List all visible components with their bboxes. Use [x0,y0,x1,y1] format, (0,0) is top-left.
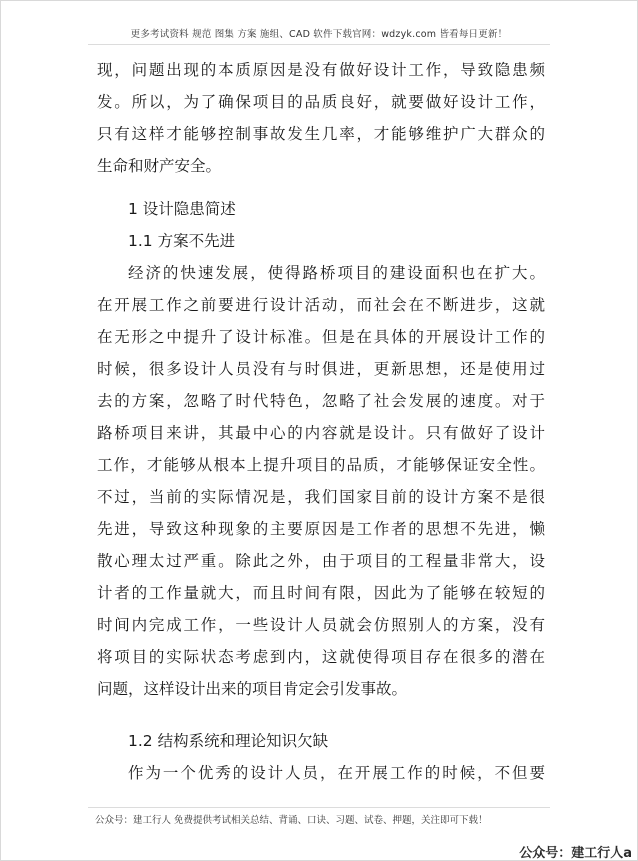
header-divider [88,44,550,45]
section-heading-1: 1 设计隐患简述 [128,200,236,218]
text-line: 路桥项目来讲，其最中心的内容就是设计。只有做好了设计 [97,424,545,442]
text-line: 去的方案，忽略了时代特色，忽略了社会发展的速度。对于 [97,392,545,410]
text-line: 在无形之中提升了设计标准。但是在具体的开展设计工作的 [97,328,545,346]
text-line: 工作，才能够从根本上提升项目的品质，才能够保证安全性。 [97,456,545,474]
text-line: 在开展工作之前要进行设计活动，而社会在不断进步，这就 [97,296,545,314]
footer-note: 公众号：建工行人 免费提供考试相关总结、背诵、口诀、习题、试卷、押题，关注即可下载！ [95,815,488,826]
text-line: 现，问题出现的本质原因是没有做好设计工作，导致隐患频 [97,61,545,79]
text-line: 时间内完成工作，一些设计人员就会仿照别人的方案，没有 [97,616,545,634]
text-line: 作为一个优秀的设计人员，在开展工作的时候，不但要 [128,764,545,782]
account-watermark: 公众号：建工行人a [519,846,632,861]
text-line: 散心理太过严重。除此之外，由于项目的工程量非常大，设 [97,552,545,570]
text-line: 问题，这样设计出来的项目肯定会引发事故。 [97,680,408,698]
header-banner: 更多考试资料 规范 图集 方案 施组、CAD 软件下载官网：wdzyk.com 皆看每日更新！ [130,29,508,40]
text-line: 先进，导致这种现象的主要原因是工作者的思想不先进，懒 [97,520,545,538]
section-heading-1-2: 1.2 结构系统和理论知识欠缺 [128,732,329,750]
text-line: 时候，很多设计人员没有与时俱进，更新思想，还是使用过 [97,360,545,378]
text-line: 只有这样才能够控制事故发生几率，才能够维护广大群众的 [97,125,545,143]
text-line: 不过，当前的实际情况是，我们国家目前的设计方案不是很 [97,488,545,506]
footer-divider [88,807,550,808]
text-line: 将项目的实际状态考虑到内，这就使得项目存在很多的潜在 [97,648,545,666]
section-heading-1-1: 1.1 方案不先进 [128,232,236,250]
text-line: 发。所以，为了确保项目的品质良好，就要做好设计工作， [97,93,545,111]
text-line: 计者的工作量就大，而且时间有限，因此为了能够在较短的 [97,584,545,602]
text-line: 经济的快速发展，使得路桥项目的建设面积也在扩大。 [128,264,545,282]
text-line: 生命和财产安全。 [97,157,222,175]
